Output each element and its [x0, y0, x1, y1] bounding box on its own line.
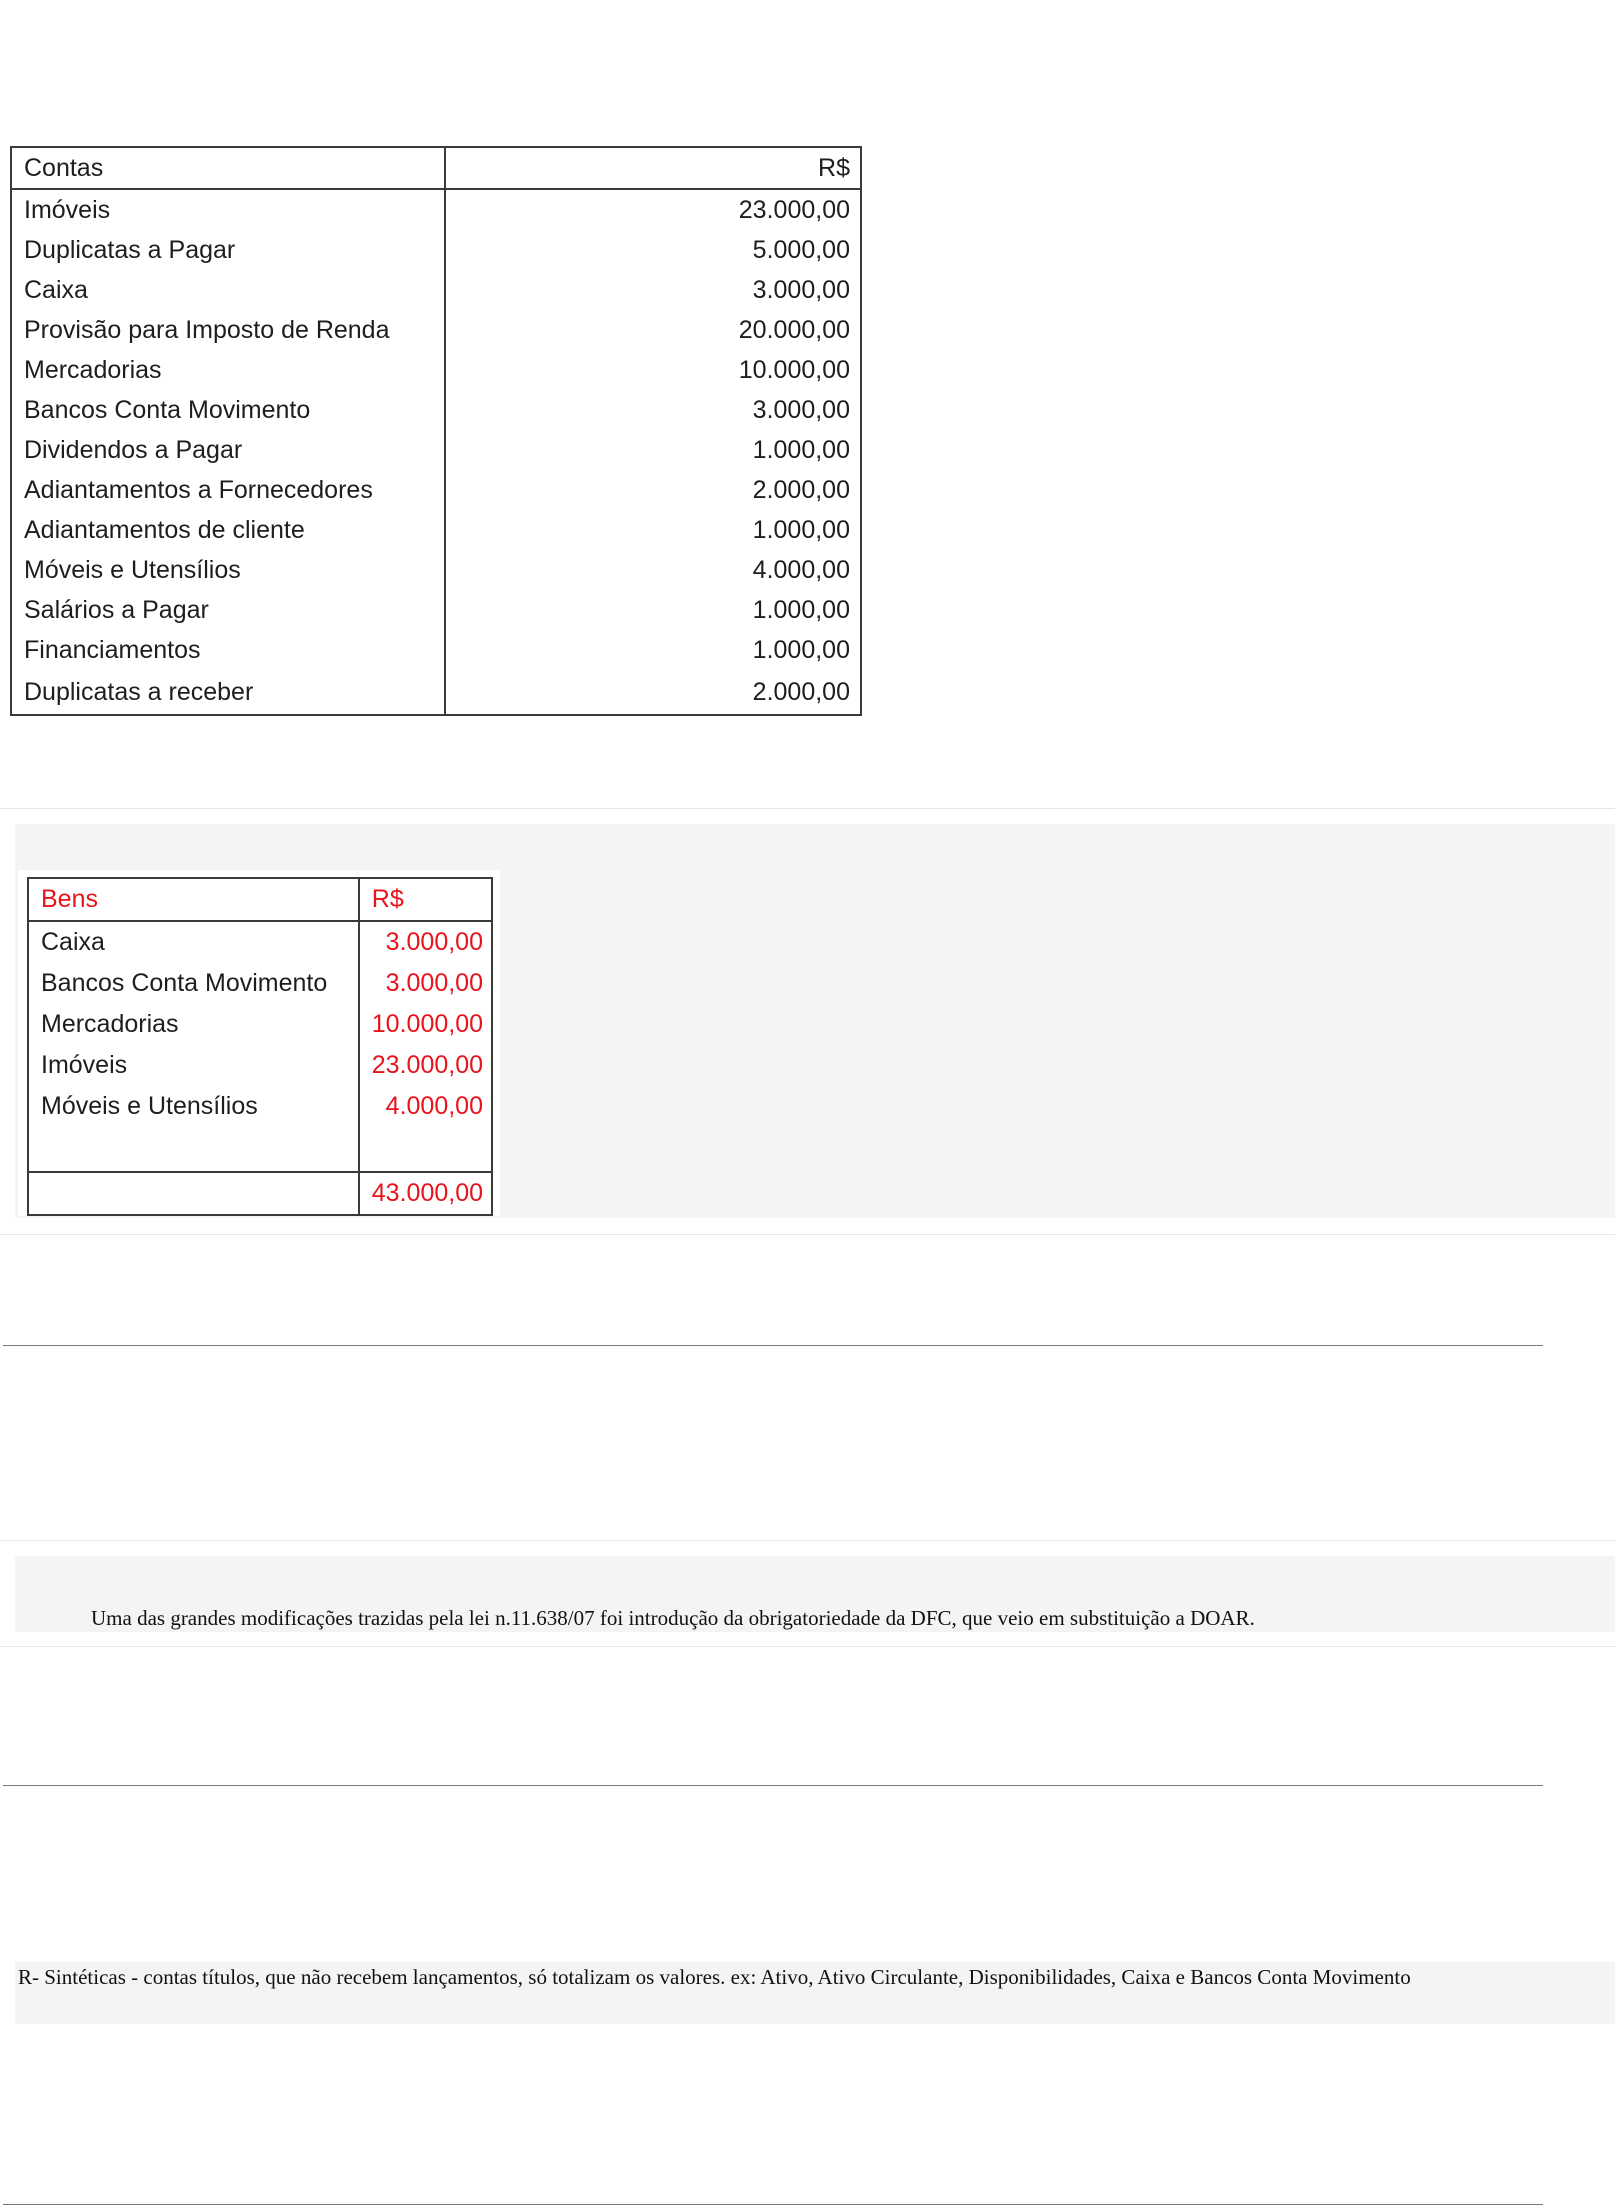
- conta-value: 3.000,00: [752, 396, 850, 424]
- table-row: [11, 550, 861, 590]
- conta-name: Móveis e Utensílios: [11, 550, 445, 590]
- table-row: [11, 270, 861, 310]
- divider: [3, 2204, 1543, 2205]
- bens-header-value: R$: [359, 878, 492, 921]
- conta-name: Salários a Pagar: [11, 590, 445, 630]
- table-row: [11, 630, 861, 670]
- conta-value: 5.000,00: [752, 236, 850, 264]
- conta-value: 1.000,00: [752, 516, 850, 544]
- table-row: [28, 1045, 492, 1086]
- bem-name: Caixa: [28, 921, 359, 963]
- contas-header-value: R$: [445, 147, 861, 189]
- contas-table-header: [11, 147, 861, 189]
- table-row: [11, 470, 861, 510]
- table-row: [11, 510, 861, 550]
- table-row: [11, 189, 861, 230]
- conta-value: 2.000,00: [752, 678, 850, 706]
- conta-name: Duplicatas a receber: [11, 670, 445, 715]
- conta-value: 20.000,00: [738, 316, 850, 344]
- bens-table-header: [28, 878, 492, 921]
- table-row: [11, 430, 861, 470]
- conta-value: 3.000,00: [752, 276, 850, 304]
- conta-name: Duplicatas a Pagar: [11, 230, 445, 270]
- conta-name: Financiamentos: [11, 630, 445, 670]
- conta-name: Caixa: [11, 270, 445, 310]
- section-separator: [0, 1646, 1615, 1647]
- bem-value: 10.000,00: [371, 1010, 483, 1038]
- bens-total-value: 43.000,00: [359, 1172, 492, 1215]
- divider: [3, 1345, 1543, 1346]
- bens-header-name: Bens: [28, 878, 359, 921]
- bem-name: Bancos Conta Movimento: [28, 963, 359, 1004]
- bens-total-row: [28, 1172, 492, 1215]
- conta-value: 10.000,00: [738, 356, 850, 384]
- dfc-answer-text: Uma das grandes modificações trazidas pela lei n.11.638/07 foi introdução da obrigatoriedade da DFC, que veio em substituição a DOAR.: [91, 1606, 1255, 1630]
- table-row: [11, 590, 861, 630]
- conta-value: 1.000,00: [752, 436, 850, 464]
- conta-value: 23.000,00: [738, 196, 850, 224]
- contas-table: [10, 146, 862, 716]
- section-separator: [0, 1540, 1615, 1541]
- table-row: [11, 390, 861, 430]
- table-row: [11, 670, 861, 715]
- bem-value: 3.000,00: [385, 969, 483, 997]
- table-row: [11, 230, 861, 270]
- table-row: [28, 1086, 492, 1127]
- conta-name: Dividendos a Pagar: [11, 430, 445, 470]
- bem-value: 4.000,00: [385, 1092, 483, 1120]
- bens-table-wrapper: [18, 870, 500, 1216]
- conta-value: 2.000,00: [752, 476, 850, 504]
- table-row: [11, 310, 861, 350]
- table-row: [11, 350, 861, 390]
- divider: [3, 1785, 1543, 1786]
- section-separator: [0, 808, 1615, 809]
- bens-table: [27, 877, 493, 1216]
- bem-value: 23.000,00: [371, 1051, 483, 1079]
- bem-name: Mercadorias: [28, 1004, 359, 1045]
- bem-name: Imóveis: [28, 1045, 359, 1086]
- conta-name: Provisão para Imposto de Renda: [11, 310, 445, 350]
- contas-header-name: Contas: [11, 147, 445, 189]
- table-row: [28, 921, 492, 963]
- table-row: [28, 963, 492, 1004]
- conta-name: Adiantamentos de cliente: [11, 510, 445, 550]
- conta-value: 1.000,00: [752, 596, 850, 624]
- conta-value: 4.000,00: [752, 556, 850, 584]
- sinteticas-answer-text: R- Sintéticas - contas títulos, que não recebem lançamentos, só totalizam os valores. ex: Ativo, Ativo Circulante, Disponibilidades, Caixa e Bancos Conta Movimento: [18, 1965, 1411, 1989]
- section-separator: [0, 1234, 1615, 1235]
- table-row-blank: [28, 1127, 492, 1172]
- bem-value: 3.000,00: [385, 928, 483, 956]
- conta-value: 1.000,00: [752, 636, 850, 664]
- conta-name: Adiantamentos a Fornecedores: [11, 470, 445, 510]
- table-row: [28, 1004, 492, 1045]
- conta-name: Bancos Conta Movimento: [11, 390, 445, 430]
- conta-name: Imóveis: [11, 189, 445, 230]
- bem-name: Móveis e Utensílios: [28, 1086, 359, 1127]
- conta-name: Mercadorias: [11, 350, 445, 390]
